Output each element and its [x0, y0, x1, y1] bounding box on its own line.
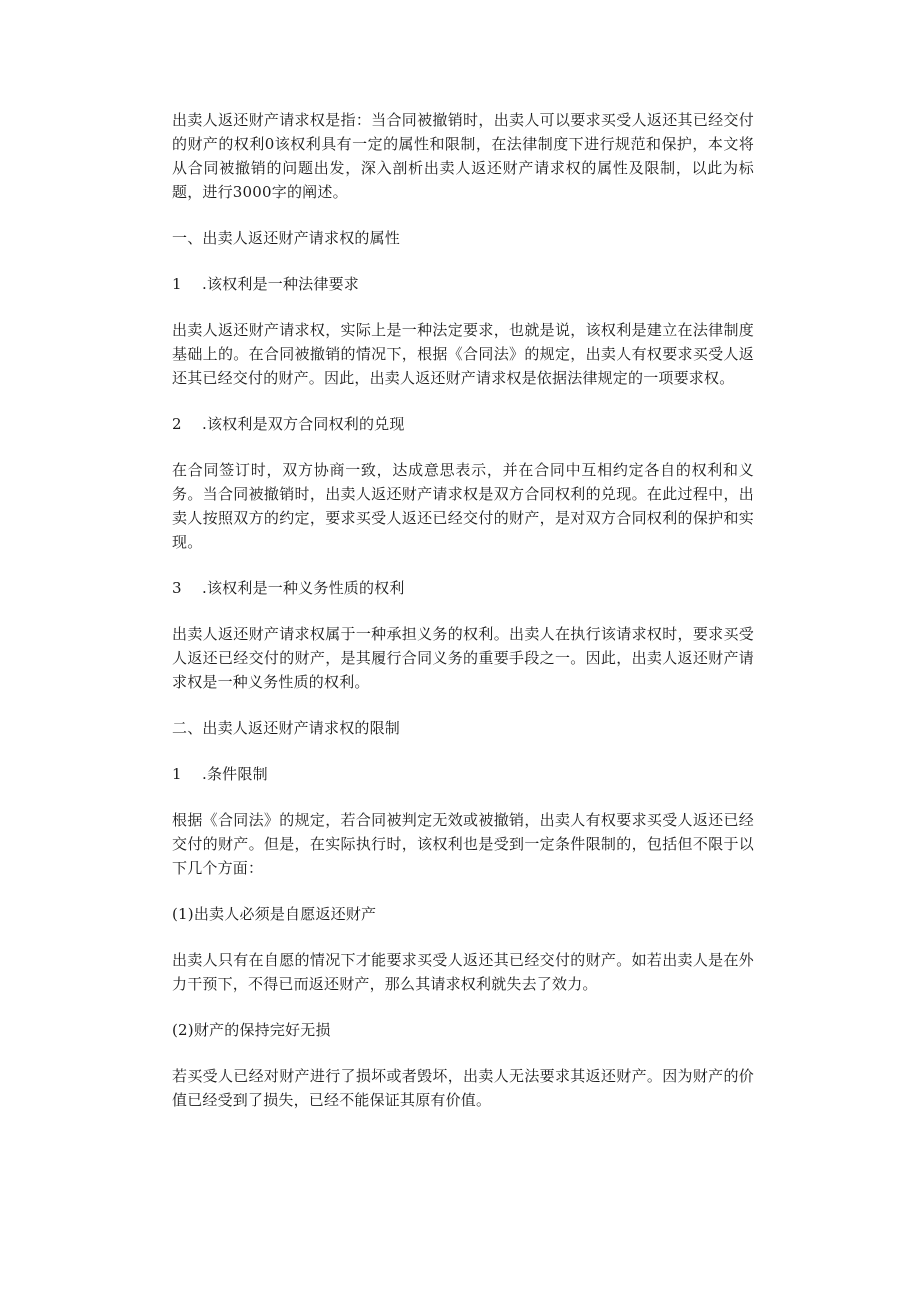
subitem-2-paragraph: 若买受人已经对财产进行了损坏或者毁坏，出卖人无法要求其返还财产。因为财产的价值已经受到了损失，已经不能保证其原有价值。 — [172, 1067, 754, 1109]
item-number: 1 — [172, 765, 182, 783]
section-2-item-1-paragraph: 根据《合同法》的规定，若合同被判定无效或被撤销，出卖人有权要求买受人返还已经交付的财产。但是，在实际执行时，该权利也是受到一定条件限制的，包括但不限于以下几个方面： — [172, 811, 754, 877]
section-2-heading: 二、出卖人返还财产请求权的限制 — [172, 719, 401, 737]
item-number: 2 — [172, 415, 182, 433]
item-number: 1 — [172, 275, 182, 293]
section-2-item-1-heading — [172, 762, 754, 786]
intro-paragraph: 出卖人返还财产请求权是指：当合同被撤销时，出卖人可以要求买受人返还其已经交付的财产的权利0该权利具有一定的属性和限制，在法律制度下进行规范和保护，本文将从合同被撤销的问题出发，深入剖析出卖人返还财产请求权的属性及限制，以此为标题，进行3000字的阐述。 — [172, 111, 754, 201]
item-title: .该权利是一种法律要求 — [202, 275, 359, 293]
item-title: .该权利是一种义务性质的权利 — [202, 579, 405, 597]
section-1-item-2-paragraph: 在合同签订时，双方协商一致，达成意思表示，并在合同中互相约定各自的权利和义务。当合同被撤销时，出卖人返还财产请求权是双方合同权利的兑现。在此过程中，出卖人按照双方的约定，要求买受人返还已经交付的财产，是对双方合同权利的保护和实现。 — [172, 461, 754, 551]
section-1-heading: 一、出卖人返还财产请求权的属性 — [172, 229, 401, 247]
document-body — [172, 108, 754, 1134]
section-1-item-3-heading — [172, 576, 754, 600]
item-title: .条件限制 — [202, 765, 268, 783]
section-1-item-1-paragraph: 出卖人返还财产请求权，实际上是一种法定要求，也就是说，该权利是建立在法律制度基础上的。在合同被撤销的情况下，根据《合同法》的规定，出卖人有权要求买受人返还其已经交付的财产。因此，出卖人返还财产请求权是依据法律规定的一项要求权。 — [172, 321, 754, 387]
item-title: .该权利是双方合同权利的兑现 — [202, 415, 405, 433]
item-number: 3 — [172, 579, 182, 597]
subitem-2-heading: (2)财产的保持完好无损 — [172, 1021, 331, 1039]
subitem-1-paragraph: 出卖人只有在自愿的情况下才能要求买受人返还其已经交付的财产。如若出卖人是在外力干预下，不得已而返还财产，那么其请求权利就失去了效力。 — [172, 951, 754, 993]
section-1-item-3-paragraph: 出卖人返还财产请求权属于一种承担义务的权利。出卖人在执行该请求权时，要求买受人返还已经交付的财产，是其履行合同义务的重要手段之一。因此，出卖人返还财产请求权是一种义务性质的权利。 — [172, 625, 754, 691]
section-1-item-2-heading — [172, 412, 754, 436]
section-1-item-1-heading — [172, 272, 754, 296]
subitem-1-heading: (1)出卖人必须是自愿返还财产 — [172, 905, 377, 923]
